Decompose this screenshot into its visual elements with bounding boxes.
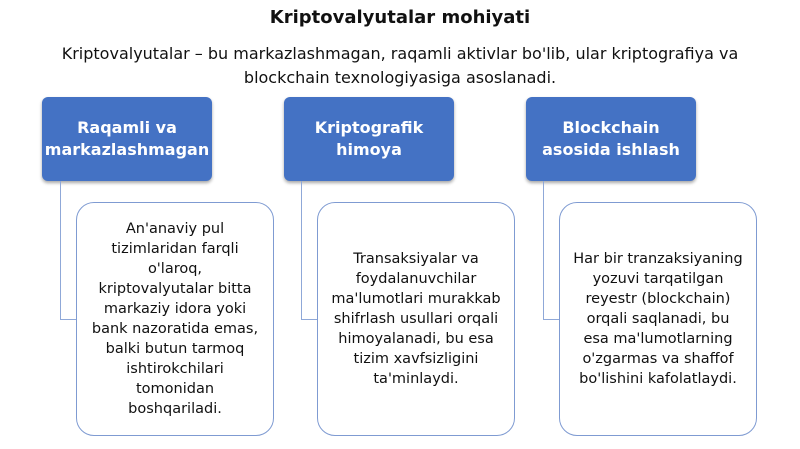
connector-vertical-3 [543, 181, 544, 320]
heading-box-2: Kriptografik himoya [284, 97, 454, 181]
connector-vertical-2 [301, 181, 302, 320]
heading-box-3: Blockchain asosida ishlash [526, 97, 696, 181]
connector-horizontal-2 [301, 319, 318, 320]
connector-horizontal-1 [60, 319, 77, 320]
heading-box-1: Raqamli va markazlashmagan [42, 97, 212, 181]
intro-text: Kriptovalyutalar – bu markazlashmagan, raqamli aktivlar bo'lib, ular kriptografiya va blockchain texnologiyasiga asoslanadi. [61, 44, 739, 87]
connector-horizontal-3 [543, 319, 560, 320]
text-card-3: Har bir tranzaksiyaning yozuvi tarqatilgan reyestr (blockchain) orqali saqlanadi, bu esa ma'lumotlarning o'zgarmas va shaffof bo'lishini kafolatlaydi. [559, 202, 757, 436]
text-card-2: Transaksiyalar va foydalanuvchilar ma'lumotlari murakkab shifrlash usullari orqali himoyalanadi, bu esa tizim xavfsizligini ta'minlaydi. [317, 202, 515, 436]
text-card-1: An'anaviy pul tizimlaridan farqli o'laroq, kriptovalyutalar bitta markaziy idora yoki bank nazoratida emas, balki butun tarmoq ishtirokchilari tomonidan boshqariladi. [76, 202, 274, 436]
connector-vertical-1 [60, 181, 61, 320]
diagram-title: Kriptovalyutalar mohiyati [269, 7, 531, 28]
